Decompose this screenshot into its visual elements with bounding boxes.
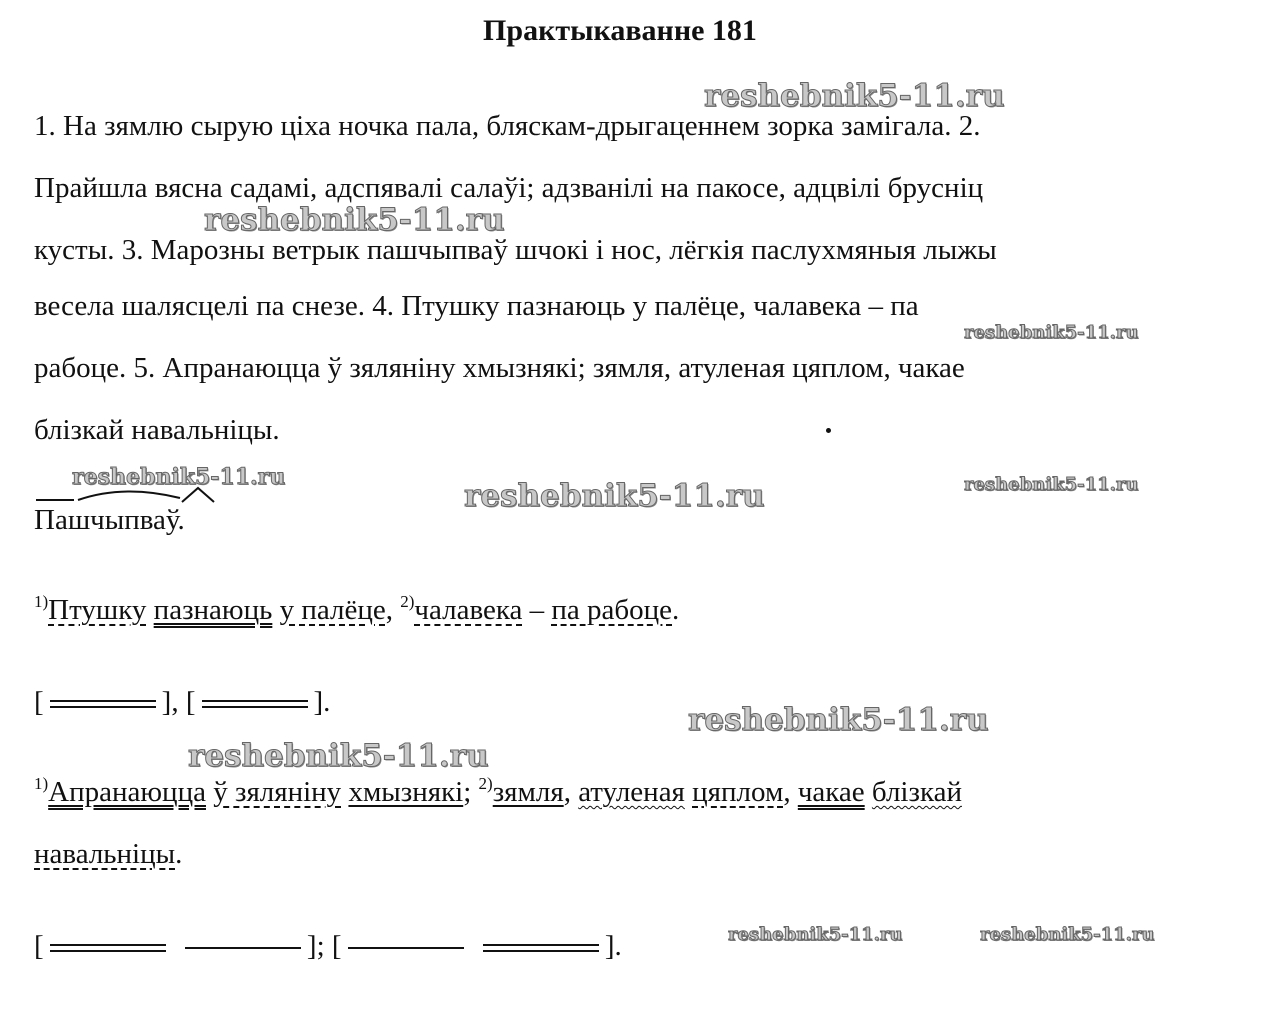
attribute-wavy: блізкай bbox=[871, 776, 962, 808]
object-dashed: навальніцы bbox=[34, 838, 176, 870]
page-title: Практыкаванне 181 bbox=[483, 14, 757, 47]
bracket: [ bbox=[34, 930, 44, 962]
paragraph-line-5: рабоце. 5. Апранаюцца ў зяляніну хмызнякі; зямля, атуленая цяплом, чакае bbox=[34, 352, 965, 384]
object-dashed: чалавека bbox=[414, 594, 523, 626]
suffix-mark bbox=[182, 488, 214, 502]
punct: . bbox=[175, 838, 183, 870]
clause-number: 2) bbox=[400, 592, 415, 611]
punct: , bbox=[385, 594, 401, 626]
watermark-logo: reshebnik5-11.ru bbox=[964, 474, 1139, 495]
sentence-1 bbox=[34, 594, 679, 630]
predicate-double: Апранаюцца bbox=[48, 776, 206, 808]
scheme-2 bbox=[34, 930, 622, 962]
paragraph-line-4: весела шалясцелі па снезе. 4. Птушку пазнаюць у палёце, чалавека – па bbox=[34, 290, 919, 322]
watermark-logo: reshebnik5-11.ru bbox=[704, 78, 1005, 114]
sentence-2 bbox=[34, 776, 962, 812]
paragraph-line-1: 1. На зямлю сырую ціха ночка пала, бляскам-дрыгаценнем зорка замігала. 2. bbox=[34, 110, 981, 142]
bracket: ]. bbox=[604, 930, 622, 962]
root-arc bbox=[78, 491, 180, 500]
attribute-wavy: атуленая bbox=[578, 776, 685, 808]
clause-number: 2) bbox=[478, 774, 493, 793]
watermark-logo: reshebnik5-11.ru bbox=[728, 924, 903, 945]
predicate-line bbox=[50, 944, 166, 952]
bracket: [ bbox=[34, 686, 44, 718]
subject-line bbox=[185, 947, 301, 949]
paragraph-line-6: блізкай навальніцы. bbox=[34, 414, 280, 446]
subject-underline: хмызнякі bbox=[348, 776, 464, 808]
subject-underline: зямля bbox=[492, 776, 564, 808]
punct: – bbox=[522, 594, 552, 626]
subject-line bbox=[348, 947, 464, 949]
paragraph-line-3: кусты. 3. Марозны ветрык пашчыпваў шчокі і нос, лёгкія паслухмяныя лыжы bbox=[34, 234, 997, 266]
watermark-logo: reshebnik5-11.ru bbox=[688, 702, 989, 738]
watermark-logo: reshebnik5-11.ru bbox=[464, 478, 765, 514]
watermark-logo: reshebnik5-11.ru bbox=[964, 322, 1139, 343]
watermark-logo: reshebnik5-11.ru bbox=[188, 738, 489, 774]
stray-dot bbox=[826, 428, 831, 433]
watermark-logo: reshebnik5-11.ru bbox=[980, 924, 1155, 945]
clause-number: 1) bbox=[34, 592, 49, 611]
scheme-1 bbox=[34, 686, 330, 718]
predicate-line bbox=[50, 700, 156, 708]
bracket: ], bbox=[161, 686, 179, 718]
object-dashed: цяплом bbox=[692, 776, 784, 808]
predicate-line bbox=[202, 700, 308, 708]
predicate-line bbox=[483, 944, 599, 952]
object-dashed: ў зяляніну bbox=[213, 776, 342, 808]
predicate-double: пазнаюць bbox=[153, 594, 273, 626]
predicate-double: чакае bbox=[797, 776, 865, 808]
paragraph-line-2: Прайшла вясна садамі, адспявалі салаўі; адзванілі на пакосе, адцвілі брусніц bbox=[34, 172, 984, 204]
subject-dashed: Птушку bbox=[48, 594, 147, 626]
word-analysis: Пашчыпваў. bbox=[34, 504, 185, 536]
sentence-2-cont bbox=[34, 838, 182, 870]
punct: , bbox=[563, 776, 579, 808]
punct: , bbox=[783, 776, 798, 808]
bracket: [ bbox=[185, 686, 196, 718]
watermark-logo: reshebnik5-11.ru bbox=[204, 202, 505, 238]
bracket: ]; bbox=[306, 930, 325, 962]
bracket: ]. bbox=[313, 686, 331, 718]
punct: . bbox=[672, 594, 680, 626]
punct: ; bbox=[463, 776, 479, 808]
bracket: [ bbox=[331, 930, 342, 962]
adverbial-dashed: у палёце bbox=[279, 594, 386, 626]
adverbial-dashed: па рабоце bbox=[551, 594, 673, 626]
clause-number: 1) bbox=[34, 774, 49, 793]
watermark-logo: reshebnik5-11.ru bbox=[72, 464, 286, 490]
